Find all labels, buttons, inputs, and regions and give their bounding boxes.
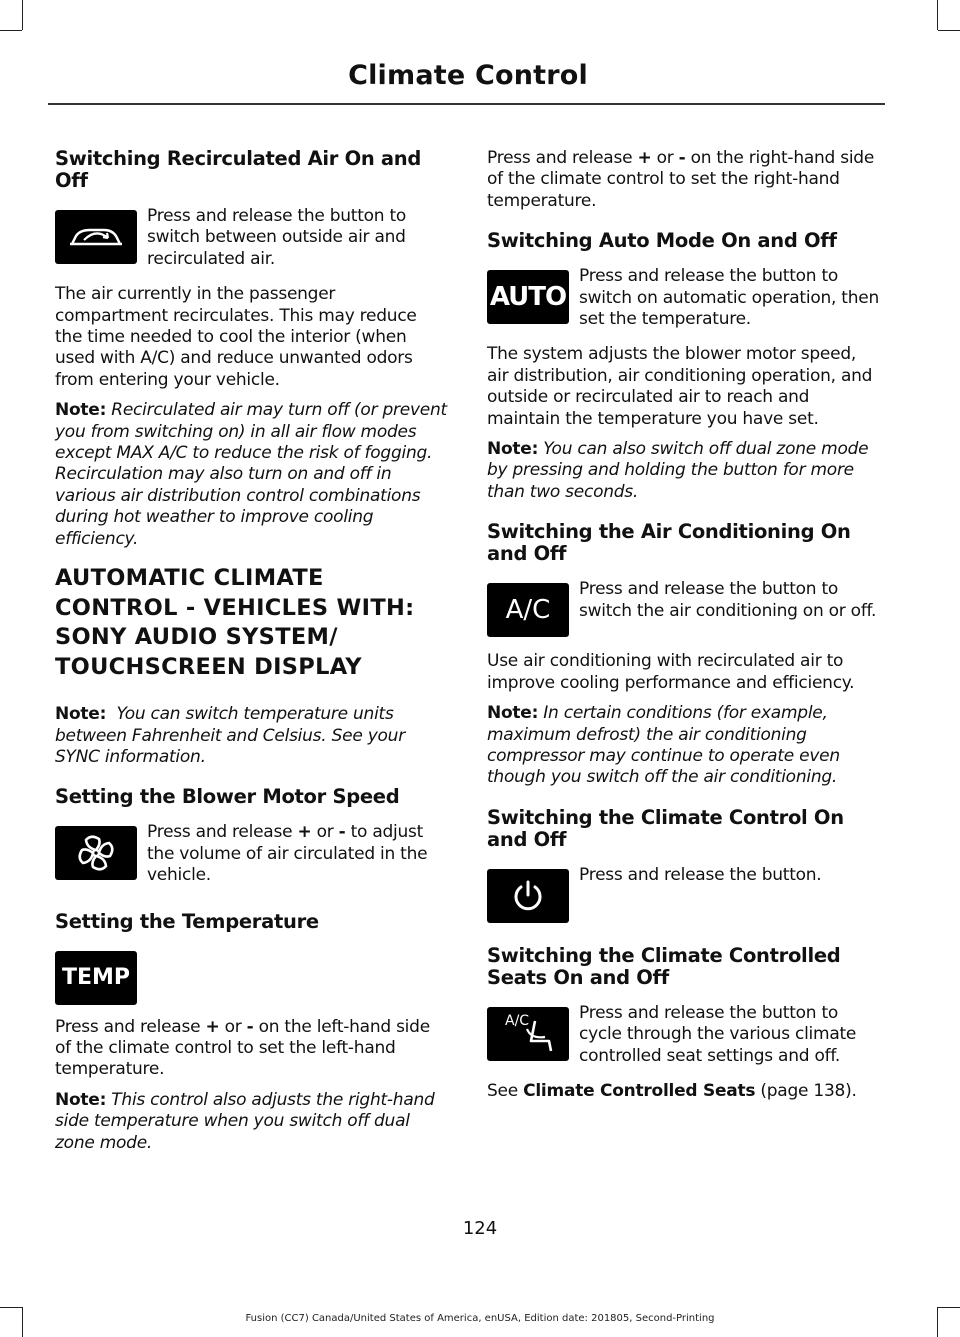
auto-description: The system adjusts the blower motor speed, air distribution, air conditioning operation, and outside or recirculated air to reach and maintain the temperature you have set.	[487, 344, 873, 429]
blower-instruction	[147, 822, 447, 886]
crop-mark	[938, 30, 960, 31]
page-title: Climate Control	[348, 60, 588, 91]
climate-controlled-seats-link[interactable]: Climate Controlled Seats	[523, 1080, 756, 1101]
ac-instruction: Press and release the button to switch the air conditioning on or off.	[579, 579, 877, 621]
recirc-instruction: Press and release the button to switch between outside air and recirculated air.	[147, 206, 407, 269]
seats-heading: Switching the Climate Controlled Seats On and Off	[487, 943, 841, 989]
crop-mark	[937, 0, 938, 30]
note-label: Note:	[55, 400, 107, 421]
ac-description: Use air conditioning with recirculated air to improve cooling performance and efficiency.	[487, 651, 855, 693]
text: on the right-hand side of the climate control to set the right-hand temperature.	[487, 148, 875, 211]
ac-label: A/C	[505, 595, 551, 626]
minus-symbol: -	[246, 1016, 254, 1037]
note-label: Note:	[55, 704, 107, 725]
text: Press and release	[487, 148, 638, 168]
units-note	[55, 704, 447, 768]
text: (page 138).	[755, 1080, 857, 1101]
temperature-note	[55, 1090, 447, 1154]
note-text: You can switch temperature units between Fahrenheit and Celsius. See your SYNC information.	[55, 704, 405, 767]
ac-note	[487, 703, 879, 789]
right-column	[487, 148, 879, 1111]
seats-see-reference	[487, 1081, 879, 1102]
note-label: Note:	[487, 703, 539, 724]
ac-icon-row	[487, 579, 879, 637]
text: Press and release	[147, 822, 298, 843]
minus-symbol: -	[678, 148, 686, 168]
temperature-instruction	[55, 1017, 447, 1081]
plus-symbol: +	[297, 822, 312, 843]
crop-mark	[0, 1307, 22, 1308]
climate-seat-icon	[487, 1007, 569, 1061]
note-text: This control also adjusts the right-hand side temperature when you switch off dual zone mode.	[55, 1089, 435, 1153]
footer-text: Fusion (CC7) Canada/United States of America, enUSA, Edition date: 201805, Second-Printing	[245, 1313, 715, 1324]
blower-heading: Setting the Blower Motor Speed	[55, 785, 400, 809]
text: Press and release	[55, 1016, 206, 1037]
seat-ac-label: A/C	[505, 1012, 530, 1029]
power-icon	[487, 869, 569, 923]
power-icon-row	[487, 865, 879, 923]
right-temp-instruction	[487, 148, 879, 212]
left-column	[55, 148, 447, 1163]
fan-icon	[55, 826, 137, 880]
crop-mark	[0, 30, 22, 31]
auto-heading: Switching Auto Mode On and Off	[487, 229, 837, 253]
crop-mark	[22, 0, 23, 30]
note-text: Recirculated air may turn off (or prevent you from switching on) in all air flow modes except MAX A/C to reduce the risk of fogging. Recirculation may also turn on and off in various air distribution control combinations during hot weather to improve cooling efficiency.	[55, 400, 447, 549]
temp-label: TEMP	[61, 965, 131, 991]
section-heading: AUTOMATIC CLIMATE CONTROL - VEHICLES WITH: SONY AUDIO SYSTEM/ TOUCHSCREEN DISPLAY	[55, 565, 415, 680]
recirc-note	[55, 400, 447, 550]
recirc-heading: Switching Recirculated Air On and Off	[55, 147, 422, 192]
text: to adjust the volume of air circulated in the vehicle.	[147, 822, 428, 886]
temp-button-icon	[55, 951, 137, 1005]
text: or	[219, 1016, 247, 1037]
minus-symbol: -	[338, 822, 346, 843]
crop-mark	[938, 1307, 960, 1308]
recirc-description: The air currently in the passenger compartment recirculates. This may reduce the time needed to cool the interior (when used with A/C) and reduce unwanted odors from entering your vehicle.	[55, 284, 417, 390]
note-text: You can also switch off dual zone mode by pressing and holding the button for more than two seconds.	[487, 439, 869, 502]
ac-heading: Switching the Air Conditioning On and Off	[487, 520, 851, 566]
power-instruction: Press and release the button.	[579, 864, 822, 885]
power-heading: Switching the Climate Control On and Off	[487, 805, 844, 851]
auto-instruction: Press and release the button to switch on automatic operation, then set the temperature.	[579, 266, 879, 330]
page-number: 124	[462, 1218, 498, 1239]
seats-icon-row	[487, 1003, 879, 1067]
seats-instruction: Press and release the button to cycle through the various climate controlled seat settings and off.	[579, 1002, 857, 1066]
recirculation-car-icon	[55, 210, 137, 264]
temperature-heading: Setting the Temperature	[55, 909, 319, 933]
header-divider	[48, 103, 885, 105]
blower-icon-row	[55, 822, 447, 886]
text: or	[651, 148, 679, 168]
plus-symbol: +	[637, 148, 652, 168]
text: or	[311, 822, 339, 843]
auto-button-icon	[487, 270, 569, 324]
auto-label: AUTO	[489, 282, 567, 313]
text: on the left-hand side of the climate control to set the left-hand temperature.	[55, 1016, 430, 1080]
note-text: In certain conditions (for example, maximum defrost) the air conditioning compressor may continue to operate even though you switch off the air conditioning.	[487, 703, 840, 788]
ac-button-icon	[487, 583, 569, 637]
recirc-icon-row	[55, 206, 447, 270]
text: See	[487, 1080, 524, 1101]
note-label: Note:	[55, 1089, 107, 1110]
auto-icon-row	[487, 266, 879, 330]
auto-note	[487, 439, 879, 503]
plus-symbol: +	[205, 1016, 220, 1037]
note-label: Note:	[487, 439, 539, 460]
